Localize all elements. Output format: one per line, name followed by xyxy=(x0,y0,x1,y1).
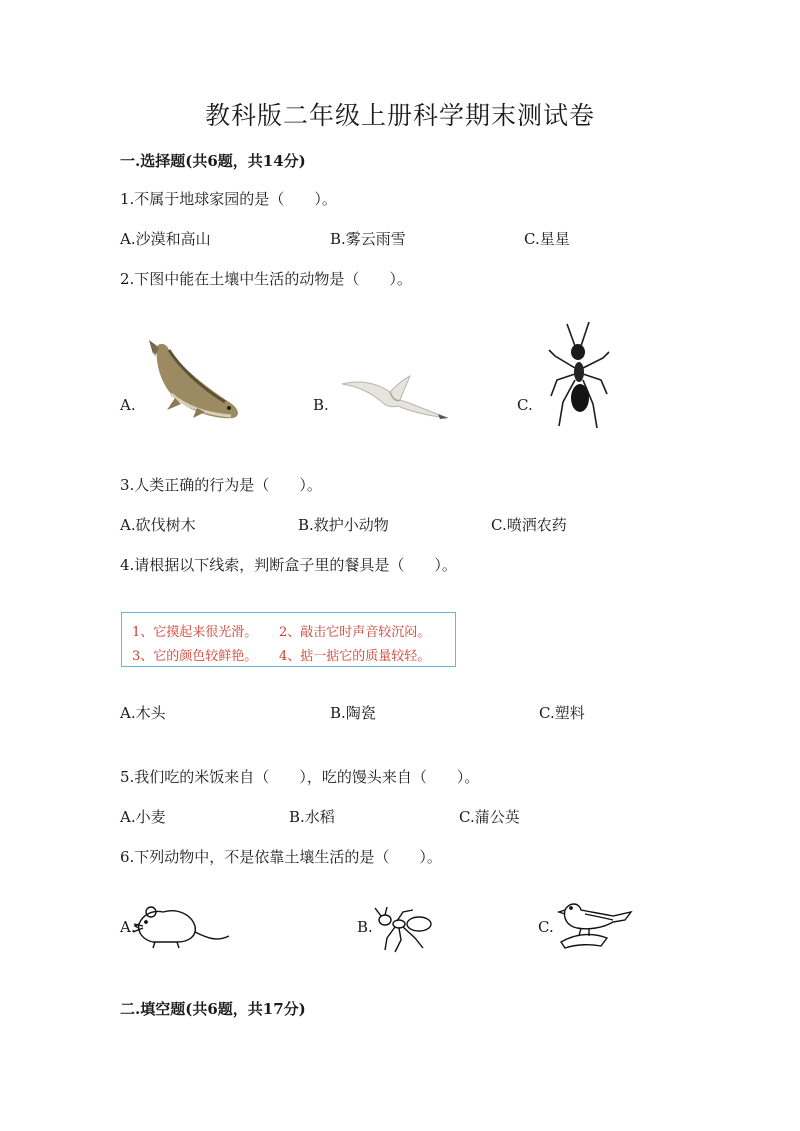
option-3c: C.喷洒农药 xyxy=(491,516,567,534)
clue-2: 2、敲击它时声音较沉闷。 xyxy=(279,625,431,640)
section-heading-choice: 一.选择题(共6题，共14分) xyxy=(120,152,306,170)
question-2: 2.下图中能在土壤中生活的动物是（ ）。 xyxy=(120,270,412,288)
option-3b: B.救护小动物 xyxy=(298,516,389,534)
ant-drawing xyxy=(373,906,441,954)
option-5c: C.蒲公英 xyxy=(459,808,520,826)
option-4c: C.塑料 xyxy=(539,704,585,722)
option-1c: C.星星 xyxy=(524,230,570,248)
clue-4: 4、掂一掂它的质量较轻。 xyxy=(279,649,431,664)
seagull-image xyxy=(340,372,452,422)
mouse-drawing xyxy=(133,902,233,950)
option-4b: B.陶瓷 xyxy=(330,704,376,722)
question-4: 4.请根据以下线索，判断盒子里的餐具是（ ）。 xyxy=(120,556,457,574)
option-6c: C. xyxy=(538,918,554,936)
ant-image xyxy=(545,322,615,434)
question-1: 1.不属于地球家园的是（ ）。 xyxy=(120,190,337,208)
option-6b: B. xyxy=(357,918,373,936)
clue-box xyxy=(121,612,456,667)
option-4a: A.木头 xyxy=(120,704,166,722)
option-2b: B. xyxy=(313,396,329,414)
option-2c: C. xyxy=(517,396,533,414)
page-title: 教科版二年级上册科学期末测试卷 xyxy=(204,101,595,130)
section-heading-fill: 二.填空题(共6题，共17分) xyxy=(120,1000,306,1018)
bird-drawing xyxy=(555,898,633,954)
question-3: 3.人类正确的行为是（ ）。 xyxy=(120,476,322,494)
option-5a: A.小麦 xyxy=(120,808,166,826)
question-5: 5.我们吃的米饭来自（ ），吃的馒头来自（ ）。 xyxy=(120,768,480,786)
option-1a: A.沙漠和高山 xyxy=(120,230,211,248)
option-1b: B.雾云雨雪 xyxy=(330,230,406,248)
question-6: 6.下列动物中，不是依靠土壤生活的是（ ）。 xyxy=(120,848,442,866)
option-5b: B.水稻 xyxy=(289,808,335,826)
fish-image xyxy=(145,340,245,422)
clue-1: 1、它摸起来很光滑。 xyxy=(132,625,258,640)
clue-3: 3、它的颜色较鲜艳。 xyxy=(132,649,258,664)
option-6a: A. xyxy=(120,918,136,936)
option-2a: A. xyxy=(120,396,136,414)
option-3a: A.砍伐树木 xyxy=(120,516,196,534)
